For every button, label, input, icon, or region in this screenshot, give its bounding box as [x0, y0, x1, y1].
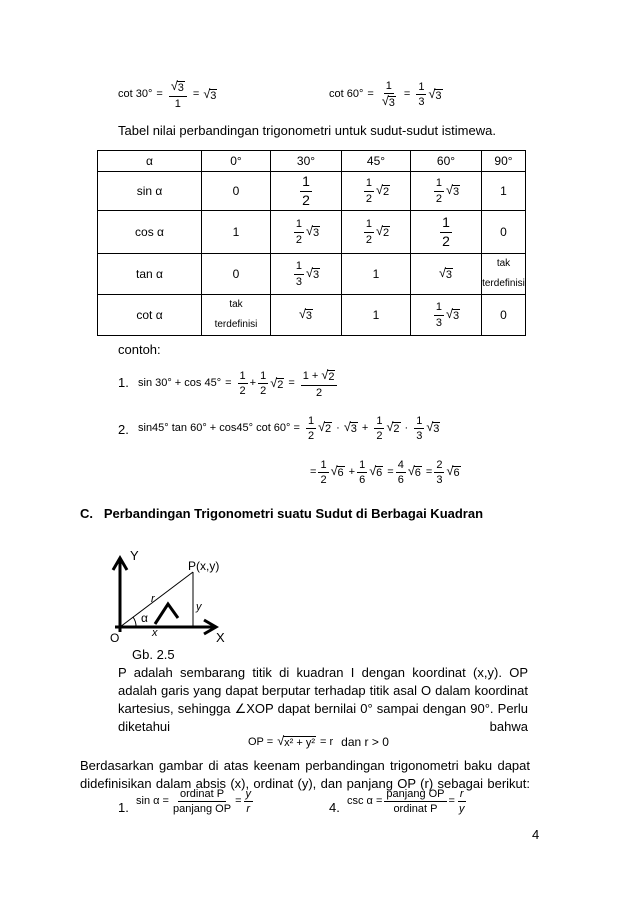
table-cell: 0 [202, 172, 271, 211]
table-row-tan [98, 254, 526, 295]
table-cell: $\frac{1}{2}$ √ 2 [342, 172, 411, 211]
table-cell: $\frac{1}{3}$ √ 3 [411, 295, 482, 336]
table-caption: Tabel nilai perbandingan trigonometri untuk sudut-sudut istimewa. [118, 123, 496, 138]
op-line [120, 572, 193, 627]
origin-label: O [110, 631, 120, 645]
table-cell: $\frac{1}{2}$ [271, 172, 342, 211]
table-cell: $\frac{1}{2}$ √ 2 [342, 211, 411, 254]
coordinate-figure [100, 540, 240, 655]
definition-csc: csc α = $\frac{\text{panjang OP}}{\text{ordinat P}}$ = $\frac{r}{y}$ [347, 788, 465, 816]
table-row-cot [98, 295, 526, 336]
figure-caption: Gb. 2.5 [132, 647, 175, 662]
point-label: P(x,y) [188, 559, 220, 573]
table-cell: $\frac{1}{2}$ √ 3 [271, 211, 342, 254]
formula-cot-30: cot 30° = √ 3 1 = √ 3 [118, 79, 217, 110]
table-row-cos [98, 211, 526, 254]
table-cell-undefined: tak terdefinisi [202, 295, 271, 336]
axis-y-label: Y [130, 548, 139, 563]
row-label: cos α [98, 211, 202, 254]
table-cell: $\frac{1}{2}$ [411, 211, 482, 254]
example-2-number: 2. [118, 422, 129, 437]
formula-cot-60: cot 60° = 1 √ 3 = $\frac{1}{3}$ √ 3 [329, 80, 442, 110]
r-label: r [151, 593, 155, 605]
table-cell: $\frac{1}{3}$ √ 3 [271, 254, 342, 295]
example-1-number: 1. [118, 375, 129, 390]
page-number: 4 [532, 827, 540, 842]
table-cell: 0 [202, 254, 271, 295]
table-cell: 1 [342, 295, 411, 336]
definition-sin: sin α = $\frac{\text{ordinat P}}{\text{panjang OP}}$ = $\frac{y}{r}$ [136, 788, 252, 816]
table-header: 0° [202, 151, 271, 172]
table-cell: 1 [342, 254, 411, 295]
formula-label: cot 30° [118, 88, 153, 101]
section-c-heading: C. Perbandingan Trigonometri suatu Sudut di Berbagai Kuadran [80, 506, 484, 521]
row-label: tan α [98, 254, 202, 295]
row-label: sin α [98, 172, 202, 211]
table-cell: √ 3 [411, 254, 482, 295]
table-header: α [98, 151, 202, 172]
formula-label: cot 60° [329, 88, 364, 101]
example-1-formula: sin 30° + cos 45° = $\frac{1}{2}$ + $\frac{1}{2}$ √ 2 = 1 + √ 2 2 [138, 369, 339, 399]
paragraph-definitions: Berdasarkan gambar di atas keenam perbandingan trigonometri baku dapat didefinisikan dalam absis (x), ordinat (y), dan panjang OP (r) sebagai berikut: [80, 758, 530, 791]
op-formula: OP = √ x² + y² = r dan r > 0 [248, 733, 389, 749]
table-header: 45° [342, 151, 411, 172]
table-header: 90° [482, 151, 526, 172]
table-cell: √ 3 [271, 295, 342, 336]
x-label: x [152, 627, 158, 639]
paragraph-op: P adalah sembarang titik di kuadran I dengan koordinat (x,y). OP adalah garis yang dapat berputar terhadap titik asal O dalam koordinat kartesius, sehingga ∠XOP dapat bernilai 0° sampai dengan 90°. Perlu diketahui bahwa [118, 665, 528, 734]
table-cell: $\frac{1}{2}$ √ 3 [411, 172, 482, 211]
fraction: $\frac{1}{3}$ [418, 81, 425, 109]
table-cell: 1 [482, 172, 526, 211]
definition-1-number: 1. [118, 800, 129, 815]
y-label: y [196, 601, 202, 613]
axis-x-label: X [216, 630, 225, 645]
definition-4-number: 4. [329, 800, 340, 815]
sqrt-value: √ 3 [203, 86, 217, 102]
examples-label: contoh: [118, 342, 161, 357]
table-cell: 1 [202, 211, 271, 254]
table-cell: 0 [482, 295, 526, 336]
table-header: 30° [271, 151, 342, 172]
table-header: 60° [411, 151, 482, 172]
table-cell: 0 [482, 211, 526, 254]
r-arrow [155, 604, 178, 624]
trig-value-table [97, 150, 526, 336]
row-label: cot α [98, 295, 202, 336]
table-row-sin [98, 172, 526, 211]
example-2-result: = $\frac{1}{2}$ √ 6 + $\frac{1}{6}$ √ 6 = $\frac{4}{6}$ √ 6 = $\frac{2}{3}$ √ 6 [310, 459, 460, 487]
fraction: 1 √ 3 [381, 80, 395, 110]
sqrt-value: √ 3 [428, 86, 442, 102]
example-2-formula: sin45° tan 60° + cos45° cot 60° = $\frac{1}{2}$ √ 2 · √ 3 + $\frac{1}{2}$ √ 2 · $\frac{1}{3}$ √ 3 [138, 415, 440, 443]
table-header-row [98, 151, 526, 172]
table-cell-undefined: tak terdefinisi [482, 254, 526, 295]
fraction: √ 3 1 [169, 80, 187, 110]
alpha-label: α [141, 611, 148, 625]
